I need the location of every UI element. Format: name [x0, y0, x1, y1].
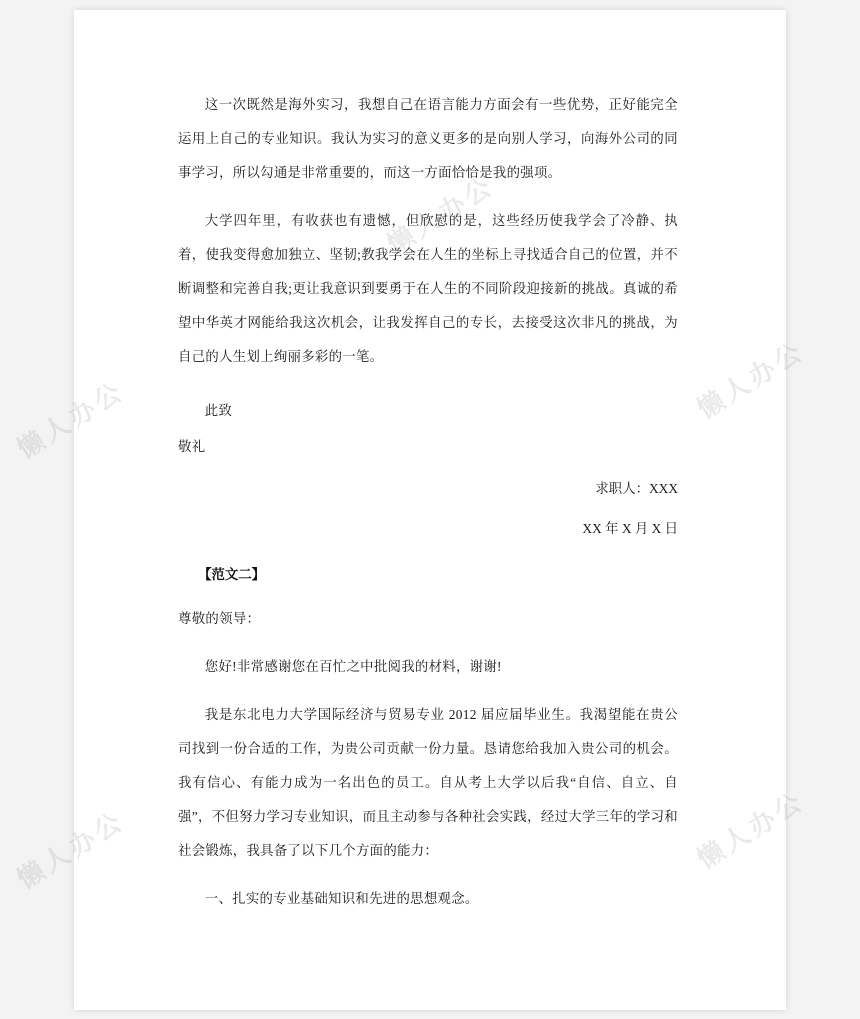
watermark-text: 懒人办公: [12, 376, 130, 465]
paragraph-overseas-internship: 这一次既然是海外实习，我想自己在语言能力方面会有一些优势，正好能完全运用上自己的专业知识。我认为实习的意义更多的是向别人学习，向海外公司的同事学习，所以勾通是非常重要的，而这一方面恰恰是我的强项。: [178, 97, 678, 180]
letter-greeting: 尊敬的领导：: [178, 611, 261, 626]
paragraph-self-introduction: 我是东北电力大学国际经济与贸易专业 2012 届应届毕业生。我渴望能在贵公司找到一份合适的工作，为贵公司贡献一份力量。恳请您给我加入贵公司的机会。我有信心、有能力成为一名出色的员工。自从考上大学以后我“自信、自立、自强”，不但努力学习专业知识，而且主动参与各种社会实践，经过大学三年的学习和社会锻炼，我具备了以下几个方面的能力：: [178, 707, 678, 858]
paragraph-point-one: 一、扎实的专业基础知识和先进的思想观念。: [204, 891, 479, 906]
document-page: [74, 10, 786, 1010]
closing-salute-line-2: 敬礼: [178, 439, 206, 454]
section-heading-sample-two: 【范文二】: [198, 567, 266, 582]
closing-salute-line-1: 此致: [204, 403, 233, 418]
paragraph-four-years: 大学四年里，有收获也有遗憾，但欣慰的是，这些经历使我学会了冷静、执着，使我变得愈加独立、坚韧;教我学会在人生的坐标上寻找适合自己的位置，并不断调整和完善自我;更让我意识到要勇于在人生的不同阶段迎接新的挑战。真诚的希望中华英才网能给我这次机会，让我发挥自己的专长，去接受这次非凡的挑战，为自己的人生划上绚丽多彩的一笔。: [178, 213, 678, 364]
document-body: [178, 88, 678, 930]
signature-line: 求职人：XXX: [595, 481, 678, 496]
date-line: XX 年 X 月 X 日: [582, 521, 678, 536]
paragraph-hello: 您好!非常感谢您在百忙之中批阅我的材料，谢谢!: [204, 659, 502, 674]
watermark-text: 懒人办公: [12, 806, 130, 895]
